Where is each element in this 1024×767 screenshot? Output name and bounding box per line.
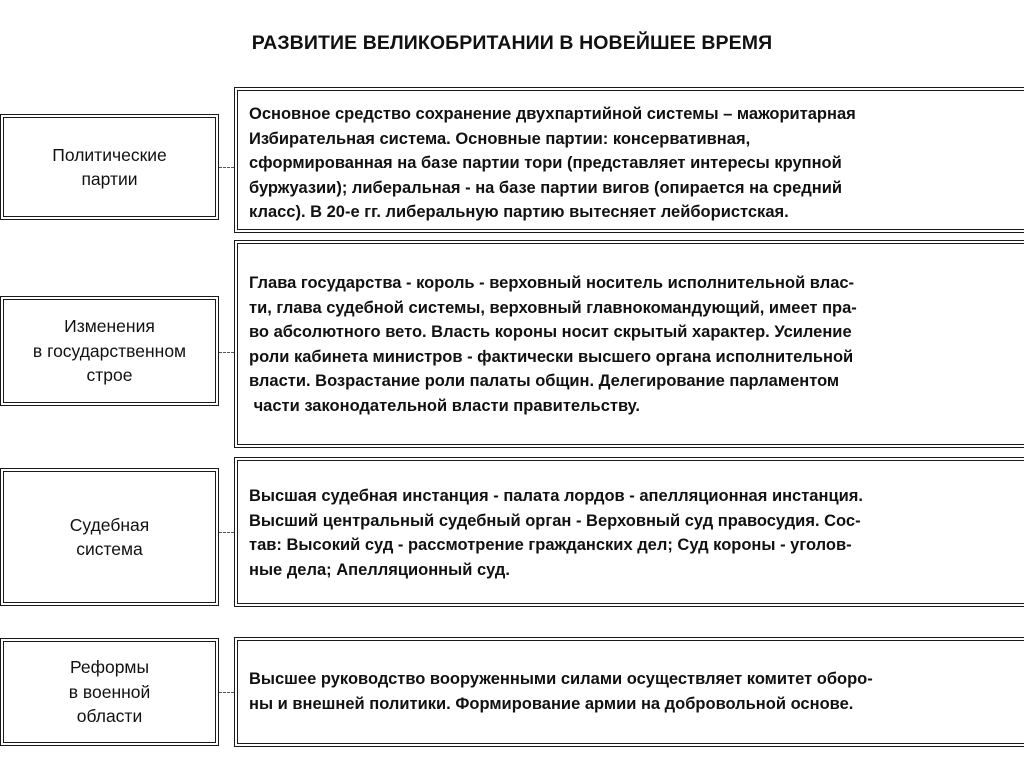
description-line: Избирательная система. Основные партии: консервативная, — [249, 129, 751, 148]
description-line: сформированная на базе партии тори (представляет интересы крупной — [249, 154, 842, 172]
category-label-line: Политические — [52, 144, 167, 165]
category-label-line: Изменения — [64, 316, 155, 337]
category-label-line: области — [76, 706, 143, 727]
category-label-line: в военной — [68, 681, 151, 702]
description-line: ны и внешней политики. Формирование армии на добровольной основе. — [249, 694, 854, 713]
description-line: ные дела; Апелляционный суд. — [249, 560, 510, 579]
description-box-state-system — [234, 240, 1024, 448]
category-box-political-parties — [0, 114, 219, 220]
description-line: Высшая судебная инстанция - палата лордов - апелляционная инстанция. — [249, 487, 863, 505]
category-label-line: в государственном — [32, 340, 187, 361]
description-box-military-reforms — [234, 637, 1024, 747]
category-label-line: партии — [81, 169, 138, 189]
category-label-line: Судебная — [69, 514, 150, 535]
connector-line — [219, 532, 234, 533]
description-line: Высший центральный судебный орган - Верховный суд правосудия. Сос- — [249, 511, 861, 530]
description-line: части законодательной власти правительству. — [249, 396, 640, 415]
description-line: власти. Возрастание роли палаты общин. Делегирование парламентом — [249, 372, 840, 390]
connector-line — [219, 692, 234, 693]
description-line: буржуазии); либеральная - на базе партии вигов (опирается на средний — [249, 178, 842, 197]
connector-line — [219, 167, 234, 168]
description-line: Высшее руководство вооруженными силами осуществляет комитет оборо- — [249, 670, 873, 688]
description-line: ти, глава судебной системы, верховный главнокомандующий, имеет пра- — [249, 298, 857, 317]
category-label-line: строе — [86, 365, 133, 386]
description-box-political-parties — [234, 87, 1024, 233]
description-line: тав: Высокий суд - рассмотрение гражданских дел; Суд короны - уголов- — [249, 536, 852, 554]
category-box-judicial-system — [0, 468, 219, 606]
category-box-state-system — [0, 296, 219, 406]
description-line: класс). В 20-е гг. либеральную партию вытесняет лейбористская. — [249, 203, 789, 221]
category-label-line: система — [76, 539, 143, 559]
description-line: роли кабинета министров - фактически высшего органа исполнительной — [249, 347, 854, 366]
diagram-title: РАЗВИТИЕ ВЕЛИКОБРИТАНИИ В НОВЕЙШЕЕ ВРЕМЯ — [251, 32, 773, 54]
connector-line — [219, 352, 234, 353]
category-label-line: Реформы — [69, 657, 150, 678]
description-box-judicial-system — [234, 457, 1024, 607]
description-line: Глава государства - король - верховный носитель исполнительной влас- — [249, 274, 855, 292]
category-box-military-reforms — [0, 638, 219, 746]
description-line: Основное средство сохранение двухпартийной системы – мажоритарная — [249, 105, 856, 123]
description-line: во абсолютного вето. Власть короны носит скрытый характер. Усиление — [249, 323, 852, 341]
